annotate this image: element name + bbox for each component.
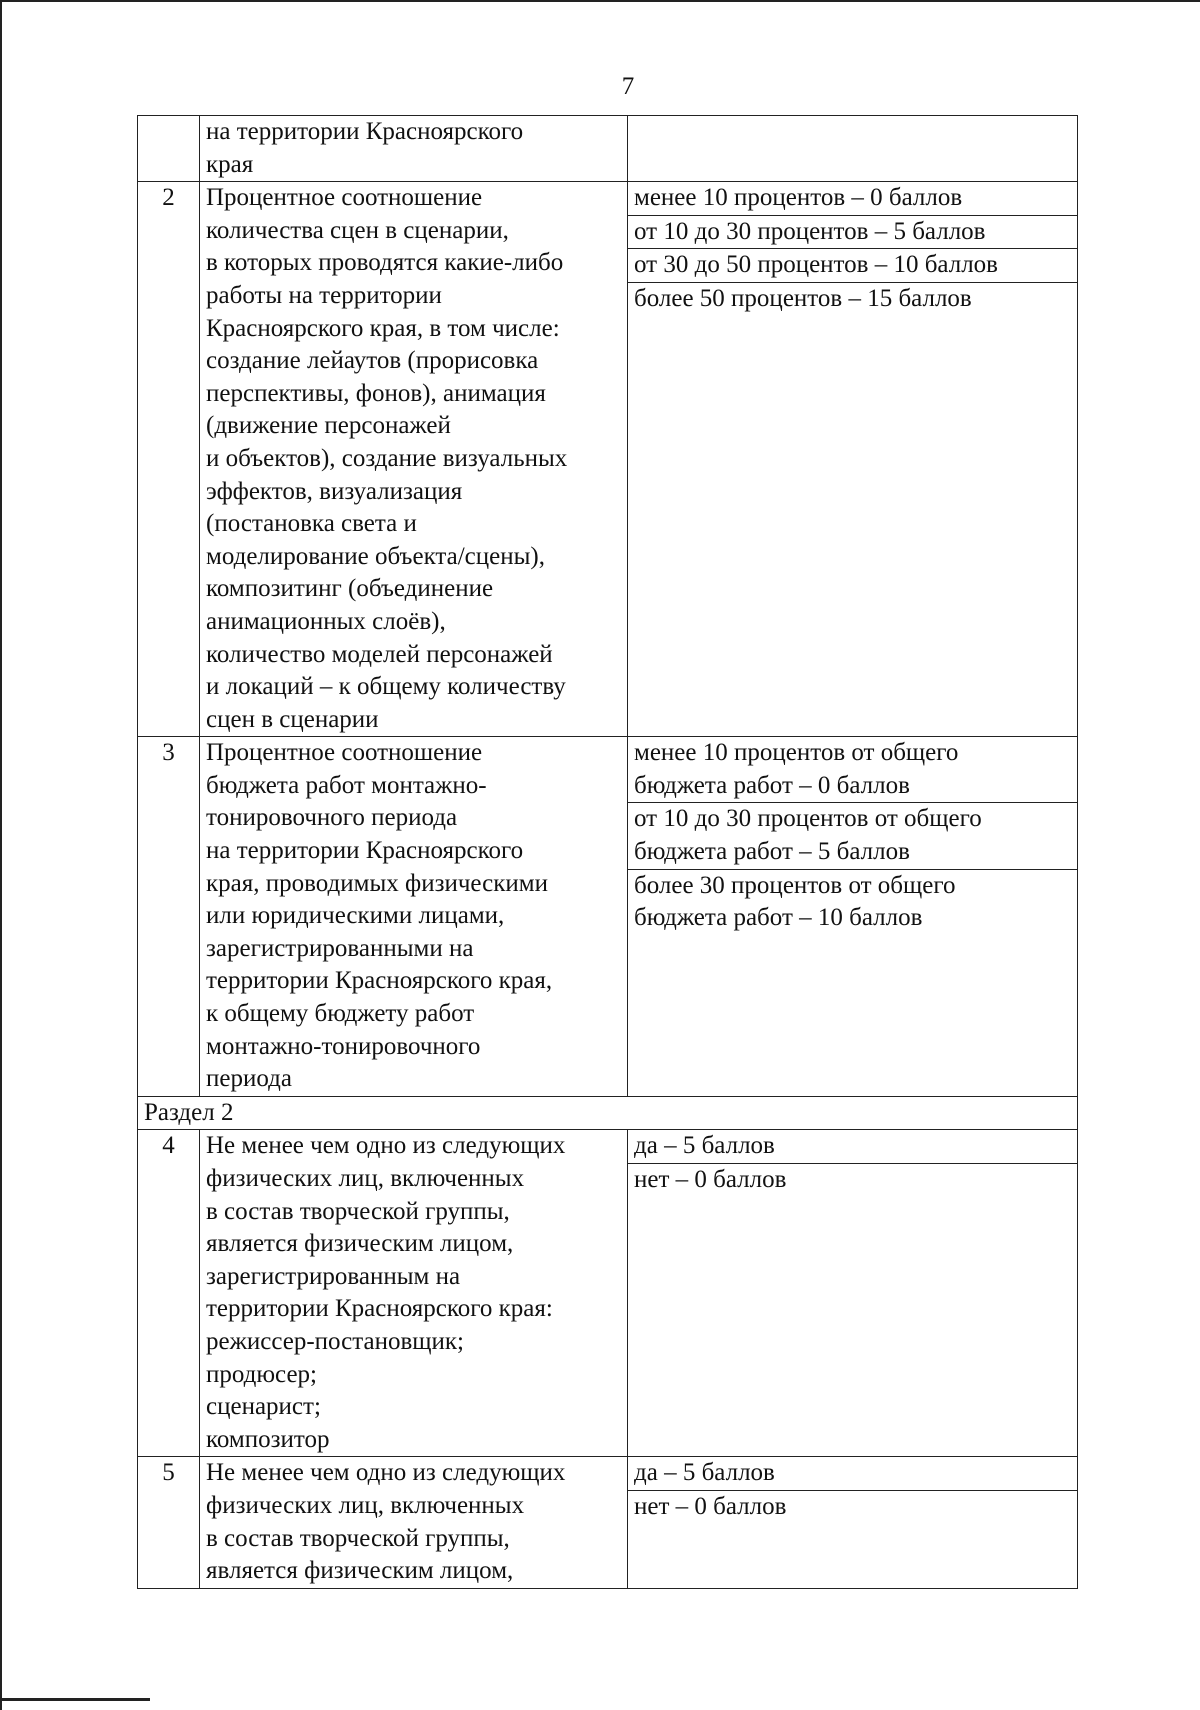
score-line: бюджета работ – 0 баллов: [634, 771, 910, 799]
score-cell: [628, 737, 1078, 1097]
score-line: менее 10 процентов – 0 баллов: [634, 184, 963, 212]
criterion-line: физических лиц, включенных: [206, 1165, 525, 1192]
criterion-cell: [200, 1457, 628, 1588]
criterion-line: композитор: [206, 1425, 330, 1453]
criterion-line: зарегистрированными на: [206, 934, 474, 962]
criterion-line: тонировочного периода: [206, 804, 458, 832]
criterion-line: является физическим лицом,: [206, 1230, 514, 1258]
criterion-line: на территории Красноярского: [206, 837, 524, 865]
criterion-cell: [200, 116, 628, 182]
scan-border-bottom: [0, 1698, 150, 1701]
criterion-line: (постановка света и: [206, 510, 417, 538]
scan-border-left: [0, 0, 2, 1710]
criterion-line: Не менее чем одно из следующих: [206, 1132, 566, 1160]
criterion-line: периода: [206, 1065, 292, 1093]
row-number: 5: [138, 1457, 200, 1588]
score-line: бюджета работ – 5 баллов: [634, 838, 910, 866]
score-option: [628, 1491, 1077, 1524]
criterion-line: анимационных слоёв),: [206, 607, 446, 635]
criterion-line: или юридическими лицами,: [206, 902, 505, 930]
criterion-line: на территории Красноярского: [206, 118, 524, 145]
score-option: [628, 1164, 1077, 1197]
score-option: [628, 249, 1077, 283]
score-line: более 50 процентов – 15 баллов: [634, 284, 972, 312]
criterion-line: композитинг (объединение: [206, 575, 494, 603]
criterion-line: территории Красноярского края:: [206, 1295, 553, 1323]
criterion-line: в состав творческой группы,: [206, 1524, 510, 1552]
score-line: более 30 процентов от общего: [634, 871, 956, 899]
score-option: [628, 870, 1077, 935]
score-cell: [628, 116, 1078, 182]
criterion-line: в которых проводятся какие-либо: [206, 249, 564, 277]
score-option: [628, 182, 1077, 216]
criterion-line: в состав творческой группы,: [206, 1197, 510, 1225]
score-line: нет – 0 баллов: [634, 1492, 787, 1520]
page-number: 7: [621, 73, 635, 100]
row-number-cell: [138, 116, 200, 182]
criterion-line: и локаций – к общему количеству: [206, 673, 566, 701]
criterion-line: и объектов), создание визуальных: [206, 444, 568, 472]
criterion-line: перспективы, фонов), анимация: [206, 379, 546, 407]
score-line: от 30 до 50 процентов – 10 баллов: [634, 251, 998, 279]
row-number: 3: [138, 737, 200, 1097]
score-line: бюджета работ – 10 баллов: [634, 904, 923, 932]
criterion-line: монтажно-тонировочного: [206, 1032, 481, 1060]
score-line: от 10 до 30 процентов – 5 баллов: [634, 217, 986, 245]
score-cell: [628, 1130, 1078, 1457]
criterion-line: к общему бюджету работ: [206, 1000, 475, 1028]
criterion-line: сценарист;: [206, 1393, 321, 1421]
criterion-line: режиссер-постановщик;: [206, 1327, 464, 1355]
criterion-line: моделирование объекта/сцены),: [206, 542, 545, 570]
criterion-line: территории Красноярского края,: [206, 967, 553, 995]
criterion-line: Процентное соотношение: [206, 184, 483, 212]
criterion-line: зарегистрированным на: [206, 1262, 461, 1290]
criterion-line: количество моделей персонажей: [206, 640, 553, 668]
criterion-line: физических лиц, включенных: [206, 1491, 525, 1519]
criterion-line: края: [206, 150, 254, 178]
score-option: [628, 803, 1077, 869]
section-heading-row: [138, 1096, 1078, 1130]
scan-border-top: [0, 0, 1200, 2]
criteria-table: [137, 115, 1078, 1589]
criterion-line: бюджета работ монтажно-: [206, 771, 487, 799]
section-heading: Раздел 2: [138, 1096, 1078, 1130]
criterion-line: является физическим лицом,: [206, 1557, 514, 1585]
table-row: [138, 182, 1078, 737]
score-line: от 10 до 30 процентов от общего: [634, 805, 982, 833]
score-line: да – 5 баллов: [634, 1132, 775, 1160]
score-option: [628, 283, 1077, 316]
criterion-line: Не менее чем одно из следующих: [206, 1459, 566, 1487]
criterion-cell: [200, 182, 628, 737]
table-row-continuation: [138, 116, 1078, 182]
score-option: [628, 1457, 1077, 1491]
score-line: да – 5 баллов: [634, 1459, 775, 1487]
criterion-line: работы на территории: [206, 281, 442, 309]
criterion-line: продюсер;: [206, 1360, 317, 1388]
criterion-line: Процентное соотношение: [206, 739, 483, 767]
score-cell: [628, 1457, 1078, 1588]
table-row: [138, 1130, 1078, 1457]
criterion-line: создание лейаутов (прорисовка: [206, 347, 539, 375]
score-option: [628, 216, 1077, 250]
criterion-line: (движение персонажей: [206, 412, 451, 440]
score-option: [628, 1130, 1077, 1164]
criterion-line: Красноярского края, в том числе:: [206, 314, 560, 342]
criterion-cell: [200, 1130, 628, 1457]
score-option: [628, 737, 1077, 803]
row-number: 4: [138, 1130, 200, 1457]
score-cell: [628, 182, 1078, 737]
score-line: менее 10 процентов от общего: [634, 739, 959, 767]
criterion-line: количества сцен в сценарии,: [206, 216, 509, 244]
score-line: нет – 0 баллов: [634, 1166, 787, 1193]
criterion-cell: [200, 737, 628, 1097]
row-number: 2: [138, 182, 200, 737]
criterion-line: эффектов, визуализация: [206, 477, 463, 505]
criterion-line: сцен в сценарии: [206, 705, 379, 733]
table-row: [138, 1457, 1078, 1588]
table-row: [138, 737, 1078, 1097]
criterion-line: края, проводимых физическими: [206, 869, 548, 897]
